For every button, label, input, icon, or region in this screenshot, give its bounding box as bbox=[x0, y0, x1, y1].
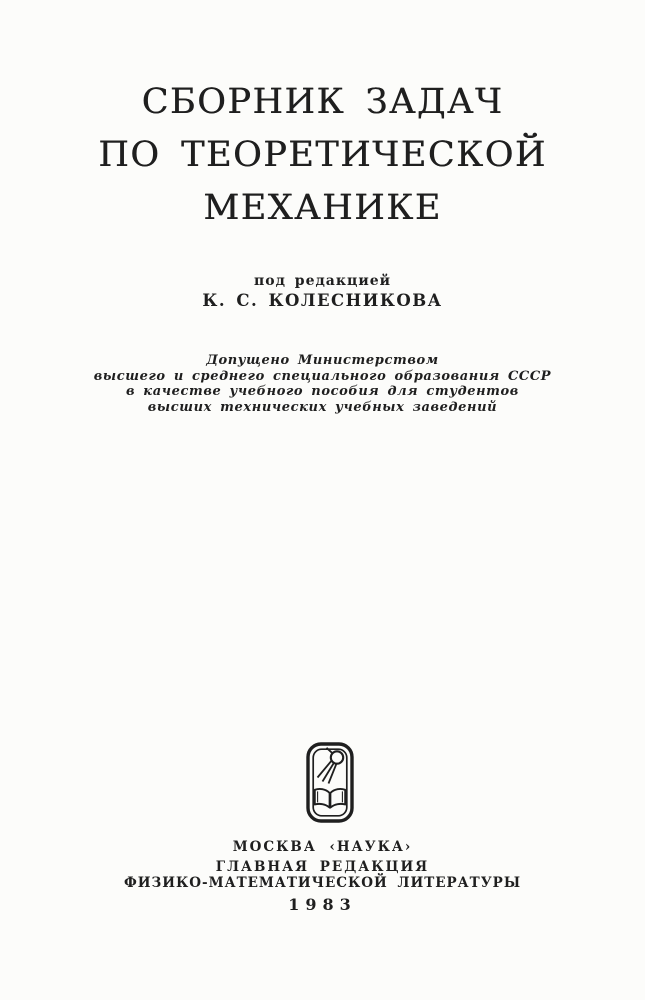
imprint-redaction-line: ГЛАВНАЯ РЕДАКЦИЯ bbox=[215, 858, 430, 875]
imprint-city-publisher: МОСКВА ‹НАУКА› bbox=[232, 839, 413, 855]
admission-note-line-2: высшего и среднего специального образования СССР bbox=[93, 368, 552, 384]
nauka-publisher-logo bbox=[306, 742, 354, 823]
sputnik-open-book-icon bbox=[306, 742, 354, 823]
admission-note-line-4: высших технических учебных заведений bbox=[147, 399, 498, 415]
admission-note bbox=[0, 353, 645, 415]
imprint-literature-line: ФИЗИКО-МАТЕМАТИЧЕСКОЙ ЛИТЕРАТУРЫ bbox=[123, 875, 522, 891]
editor-credit-prefix: под редакцией bbox=[253, 273, 392, 289]
book-title-line-1: СБОРНИК ЗАДАЧ bbox=[141, 82, 504, 122]
admission-note-line-1: Допущено Министерством bbox=[206, 353, 439, 368]
imprint-year: 1983 bbox=[288, 894, 357, 914]
book-title-line-2: ПО ТЕОРЕТИЧЕСКОЙ bbox=[98, 135, 547, 175]
book-title bbox=[0, 76, 645, 235]
admission-note-line-3: в качестве учебного пособия для студентов bbox=[126, 384, 519, 399]
imprint bbox=[0, 841, 645, 913]
editor-credit bbox=[0, 274, 645, 310]
editor-name: К. С. КОЛЕСНИКОВА bbox=[202, 291, 443, 310]
book-title-line-3: МЕХАНИКЕ bbox=[203, 188, 442, 228]
